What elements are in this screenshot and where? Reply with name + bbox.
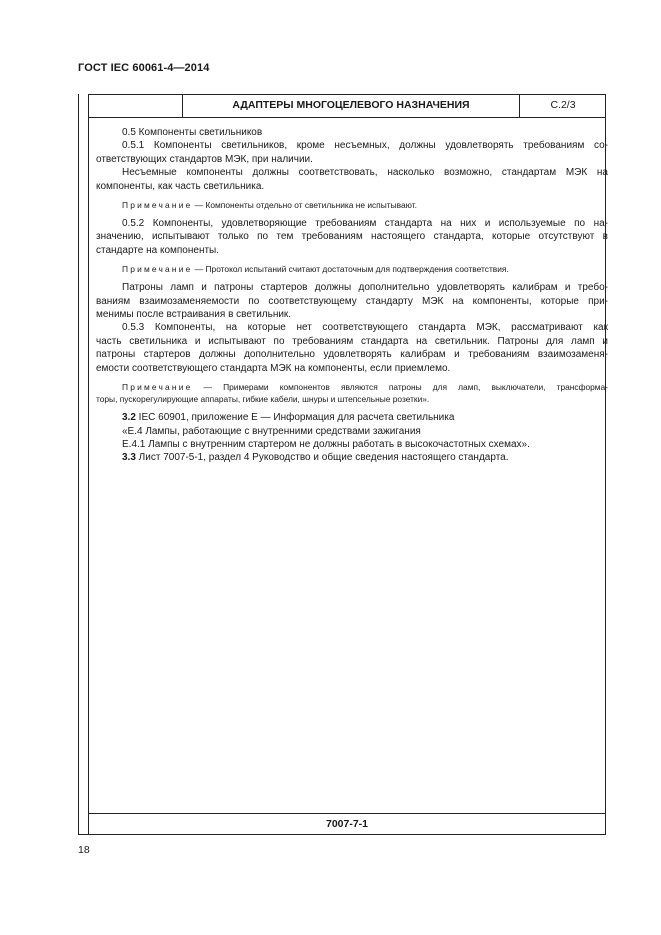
note-3 <box>96 381 608 393</box>
paragraph-0-5-3: 0.5.3 Компоненты, на которые нет соответствующего стандарта МЭК, рассматривают как <box>122 322 608 334</box>
paragraph-0-5-2-end: стандарте на компоненты. <box>96 244 220 256</box>
note-text: — Протокол испытаний считают достаточным для подтверждения соответствия. <box>192 264 509 275</box>
paragraph-lampholders: Патроны ламп и патроны стартеров должны дополнительно удовлетворять калибрам и требо- <box>122 282 608 294</box>
header-title: АДАПТЕРЫ МНОГОЦЕЛЕВОГО НАЗНАЧЕНИЯ <box>182 94 520 118</box>
note-3-cont: торы, пускорегулирующие аппараты, гибкие кабели, шнуры и штепсельные розетки». <box>96 394 430 405</box>
paragraph-lampholders-end: менимы после встраивания в светильник. <box>96 309 292 321</box>
header-sheet-number: С.2/3 <box>550 99 576 111</box>
note-2 <box>96 263 608 275</box>
paragraph-0-5-3-end: емости соответствующего стандарта МЭК на компоненты, если приемлемо. <box>96 362 451 374</box>
paragraph-non-removable-cont: компоненты, как часть светильника. <box>96 180 265 192</box>
note-label: Примечание <box>122 382 193 393</box>
note-1 <box>96 199 608 211</box>
paragraph-0-5-1: 0.5.1 Компоненты светильников, кроме несъемных, должны удовлетворять требованиям со- <box>122 140 608 152</box>
paragraph-e4: «Е.4 Лампы, работающие с внутренними средствами зажигания <box>122 425 421 437</box>
paragraph-0-5-1-cont: ответствующих стандартов МЭК, при наличии. <box>96 153 313 165</box>
section-text: Лист 7007-5-1, раздел 4 Руководство и общие сведения настоящего стандарта. <box>135 452 509 464</box>
paragraph-0-5: 0.5 Компоненты светильников <box>122 127 263 138</box>
paragraph-e4-1: Е.4.1 Лампы с внутренним стартером не должны работать в высокочастотных схемах». <box>122 438 530 450</box>
page-number: 18 <box>78 844 90 856</box>
note-text: — Примерами компонентов являются патроны для ламп, выключатели, трансформа- <box>192 382 608 393</box>
paragraph-0-5-3-cont2: патроны стартеров должны дополнительно удовлетворять калибрам и требованиям взаимозаменя- <box>96 349 608 361</box>
section-3-2 <box>96 411 608 424</box>
paragraph-0-5-2-cont: значению, испытывают только по тем требованиям настоящего стандарта, которые отсутствуют в <box>96 231 608 243</box>
paragraph-0-5-2: 0.5.2 Компоненты, удовлетворяющие требованиям стандарта на них и используемые по на- <box>122 218 608 230</box>
section-text: IEC 60901, приложение Е — Информация для расчета светильника <box>135 412 455 424</box>
document-body <box>96 126 608 465</box>
section-3-3 <box>96 451 608 464</box>
paragraph-non-removable: Несъемные компоненты должны соответствовать, насколько возможно, стандартам МЭК на <box>122 167 608 179</box>
note-label: Примечание <box>122 200 193 211</box>
note-label: Примечание <box>122 264 193 275</box>
standard-designation: ГОСТ IEC 60061-4—2014 <box>78 62 210 74</box>
section-number: 3.2 <box>122 412 136 424</box>
footer-code: 7007-7-1 <box>88 813 606 835</box>
section-number: 3.3 <box>122 452 136 464</box>
note-text: — Компоненты отдельно от светильника не испытывают. <box>192 200 417 211</box>
paragraph-lampholders-cont: ваниям взаимозаменяемости по соответствующему стандарту МЭК на компоненты, которые при- <box>96 295 608 307</box>
paragraph-0-5-3-cont: часть светильника и испытывают по требованиям стандарта на светильник. Патроны для ламп и <box>96 335 608 347</box>
